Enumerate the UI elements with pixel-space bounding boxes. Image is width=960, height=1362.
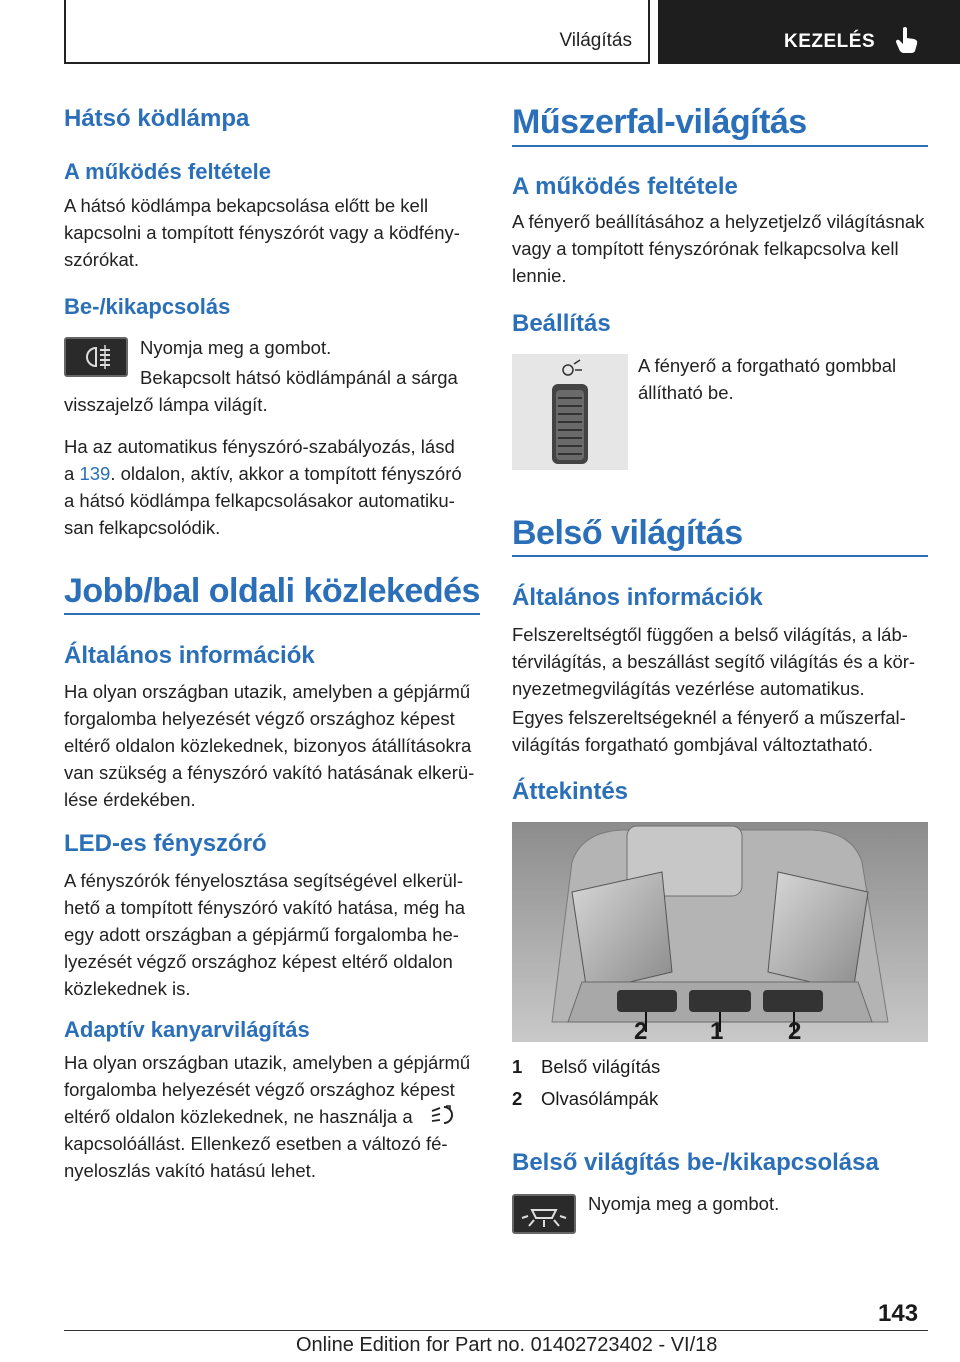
hand-pointer-icon [894,26,920,54]
legend-number: 2 [512,1088,523,1109]
adaptive-light-icon [428,1104,454,1126]
condition-paragraph-right: A fényerő beállításához a helyzetjelző világításnak vagy a tompított fényszórónak felkapcsolva kell lennie. [512,211,925,286]
auto-paragraph: Ha az automatikus fényszóró-szabályozás, lásd a 139. oldalon, aktív, akkor a tompított fényszóró a hátsó ködlámpa felkapcsolásakor automatiku- san felkapcsolódik. [64,436,462,538]
general-paragraph-left: Ha olyan országban utazik, amelyben a gépjármű forgalomba helyezését végző országhoz képest eltérő oldalon közlekednek, bizonyos átállításokra van szükség a fényszóró vakító hatásának elkerü- lése érdekében. [64,681,475,810]
traffic-heading: Jobb/bal oldali közlekedés [64,572,480,610]
page-link-139[interactable]: 139 [79,463,111,484]
onoff-text-1: Nyomja meg a gombot. [140,337,332,358]
rear-fog-heading: Hátsó ködlámpa [64,105,250,132]
photo-label-right: 2 [788,1018,802,1042]
photo-label-left: 2 [634,1018,648,1042]
condition-heading-right: A működés feltétele [512,173,738,200]
overhead-console-photo [512,822,928,1042]
footer-rule [64,1330,928,1331]
legend-text: Olvasólámpák [541,1088,659,1109]
header-chapter-label: KEZELÉS [784,31,876,52]
legend-number: 1 [512,1056,523,1077]
onoff-text-2b: visszajelző lámpa világít. [64,394,268,415]
interior-heading-rule [512,555,928,557]
general-paragraph-right-2: Egyes felszereltségeknél a fényerő a műszerfal- világítás forgatható gombjával változtatható. [512,707,906,755]
led-paragraph: A fényszórók fényelosztása segítségével elkerül- hető a tompított fényszóró vakító hatása, még ha egy adott országban a gépjármű forgalomba he- lyezését végző országhoz képest eltérő oldalon közlekednek is. [64,870,466,999]
footer-edition: Online Edition for Part no. 01402723402 - VI/18 [296,1334,718,1356]
traffic-heading-rule [64,613,480,615]
legend-text: Belső világítás [541,1056,661,1077]
dimmer-wheel-photo [512,354,628,470]
header-box [64,0,650,64]
page-number: 143 [878,1300,919,1327]
overview-heading: Áttekintés [512,778,629,805]
general-heading-left: Általános információk [64,642,315,669]
instrument-heading-rule [512,145,928,147]
photo-label-center: 1 [710,1018,724,1042]
setting-paragraph: A fényerő a forgatható gombbal állítható be. [638,355,897,403]
rear-fog-button-image [64,337,128,377]
header-section-title: Világítás [559,30,632,51]
interior-light-icon [514,1196,574,1232]
interior-light-button-image [512,1194,576,1234]
condition-paragraph-left: A hátsó ködlámpa bekapcsolása előtt be kell kapcsolni a tompított fényszórót vagy a ködfény- szórókat. [64,195,460,270]
general-paragraph-right: Felszereltségtől függően a belső világítás, a láb- térvilágítás, a beszállást segítő világítás és a kör- nyezetmegvilágítás vezérlése automatikus. [512,624,916,699]
general-heading-right: Általános információk [512,584,763,611]
overhead-console-image [512,822,928,1042]
adaptive-paragraph: Ha olyan országban utazik, amelyben a gépjármű forgalomba helyezését végző országhoz képest eltérő oldalon közlekednek, ne használja a kapcsolóállást. Ellenkező esetben a változó fé- nyeloszlás vakító hatású lehet. [64,1052,471,1181]
header-chapter-tab [658,0,960,64]
setting-heading: Beállítás [512,310,611,337]
interior-onoff-text: Nyomja meg a gombot. [588,1193,780,1214]
interior-heading: Belső világítás [512,514,743,552]
led-heading: LED-es fényszóró [64,830,267,857]
interior-onoff-heading: Belső világítás be-/kikapcsolása [512,1149,879,1176]
condition-heading-left: A működés feltétele [64,159,272,184]
adaptive-heading: Adaptív kanyarvilágítás [64,1017,310,1042]
onoff-heading: Be-/kikapcsolás [64,294,231,319]
rear-fog-lamp-icon [66,339,126,375]
onoff-text-2a: Bekapcsolt hátsó ködlámpánál a sárga [140,367,458,388]
instrument-heading: Műszerfal-világítás [512,103,807,141]
dimmer-wheel-image [512,354,628,470]
